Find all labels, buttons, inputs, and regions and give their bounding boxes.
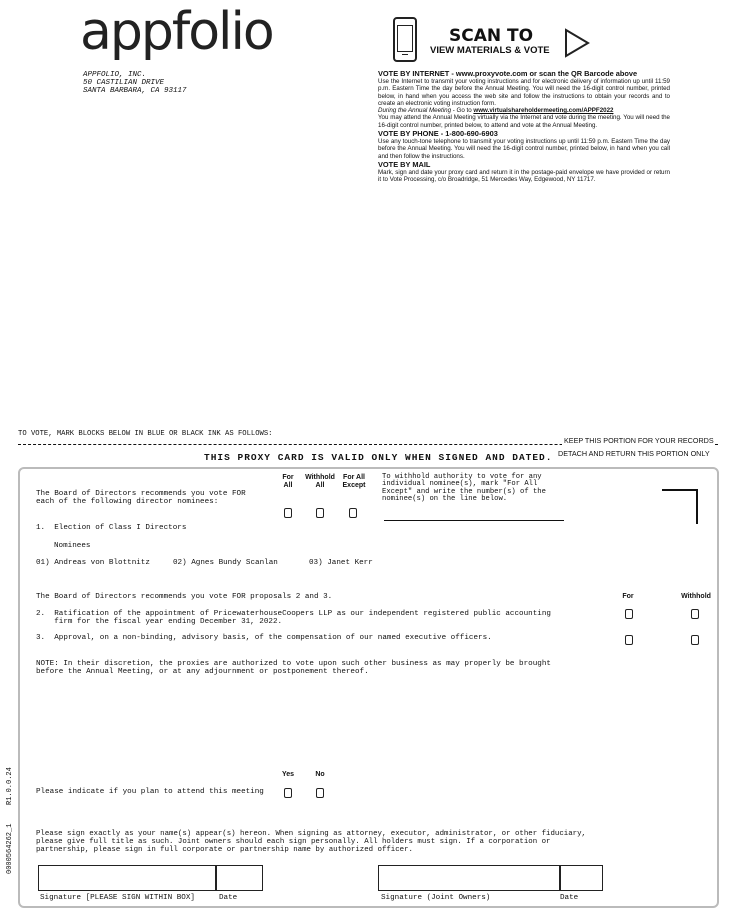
nominee-02: 02) Agnes Bundy Scanlan <box>173 559 278 567</box>
during-meeting-detail: You may attend the Annual Meeting virtually via the Internet and vote during the meeting. You will need the 16-digit control number, printed below, to attend and vote at the Annual Meeting. <box>378 114 670 129</box>
item-1-label: 1. Election of Class I Directors <box>36 524 187 532</box>
nominee-number-line[interactable] <box>384 520 564 521</box>
phone-icon <box>393 17 417 62</box>
registration-mark <box>662 489 698 524</box>
col-for-all: For All <box>282 474 294 489</box>
detach-label: DETACH AND RETURN THIS PORTION ONLY <box>558 449 710 458</box>
document-code: 0000564262_1 <box>6 823 14 874</box>
col-yes: Yes <box>281 771 295 778</box>
vote-internet-heading: VOTE BY INTERNET - www.proxyvote.com or scan the QR Barcode above <box>378 69 638 78</box>
withhold-authority-text: To withhold authority to vote for any individual nominee(s), mark "For All Except" and write the number(s) of the nominee(s) on the line below. <box>382 473 546 504</box>
vote-mail-text: Mark, sign and date your proxy card and return it in the postage-paid envelope we have provided or return it to Vote Processing, c/o Broadridge, 51 Mercedes Way, Edgewood, NY 11717. <box>378 168 670 184</box>
item-2-for-checkbox[interactable] <box>625 609 633 619</box>
col-for-all-except: For All Except <box>342 474 366 489</box>
for-all-except-checkbox[interactable] <box>349 508 357 518</box>
mark-instructions: TO VOTE, MARK BLOCKS BELOW IN BLUE OR BLACK INK AS FOLLOWS: <box>18 430 273 438</box>
item-3-for-checkbox[interactable] <box>625 635 633 645</box>
vote-phone-text: Use any touch-tone telephone to transmit your voting instructions up until 11:59 p.m. Eastern Time the day before the Annual Meeting. You will need the 16-digit control number, printed below, in hand when you call and then follow the instructions. <box>378 138 670 160</box>
nominee-01: 01) Andreas von Blottnitz <box>36 559 150 567</box>
vote-internet-text: Use the Internet to transmit your voting instructions and for electronic delivery of information up until 11:59 p.m. Eastern Time the day before the Annual Meeting. You will need the 16-digit control number, printed below, in hand when you access the web site and follow the instructions to obtain your records and to create an electronic voting instruction form. <box>378 78 670 107</box>
attend-question: Please indicate if you plan to attend this meeting <box>36 788 264 796</box>
signature-date-box[interactable] <box>216 865 263 891</box>
keep-portion-label: KEEP THIS PORTION FOR YOUR RECORDS <box>564 436 714 445</box>
sign-instructions: Please sign exactly as your name(s) appear(s) hereon. When signing as attorney, executor, administrator, or other fiduciary, please give full title as such. Joint owners should each sign personally. All holders must sign. If a corporation or partnership, please sign in full corporate or partnership name by authorized officer. <box>36 830 586 854</box>
board-rec-proposals: The Board of Directors recommends you vote FOR proposals 2 and 3. <box>36 593 333 601</box>
for-all-checkbox[interactable] <box>284 508 292 518</box>
voting-instructions <box>378 69 670 184</box>
withhold-all-checkbox[interactable] <box>316 508 324 518</box>
company-address: APPFOLIO, INC. 50 CASTILIAN DRIVE SANTA BARBARA, CA 93117 <box>83 71 187 95</box>
attend-yes-checkbox[interactable] <box>284 788 292 798</box>
col-withhold: Withhold <box>681 593 711 600</box>
virtual-meeting-link[interactable]: www.virtualshareholdermeeting.com/APPF2022 <box>473 107 614 115</box>
item-2-label: 2. Ratification of the appointment of PricewaterhouseCoopers LLP as our independent registered public accounting firm for the fiscal year ending December 31, 2022. <box>36 610 551 626</box>
attend-no-checkbox[interactable] <box>316 788 324 798</box>
col-withhold-all: Withhold All <box>305 474 335 489</box>
item-3-label: 3. Approval, on a non-binding, advisory basis, of the compensation of our named executive officers. <box>36 634 492 642</box>
signature-box[interactable] <box>38 865 216 891</box>
col-no: No <box>315 771 325 778</box>
item-2-withhold-checkbox[interactable] <box>691 609 699 619</box>
joint-date-box[interactable] <box>560 865 603 891</box>
nominee-03: 03) Janet Kerr <box>309 559 373 567</box>
board-rec-directors: The Board of Directors recommends you vote FOR each of the following director nominees: <box>36 490 246 506</box>
joint-date-label: Date <box>560 894 579 902</box>
vote-mail-heading: VOTE BY MAIL <box>378 159 431 169</box>
scan-subtitle: VIEW MATERIALS & VOTE <box>430 45 550 56</box>
joint-signature-box[interactable] <box>378 865 560 891</box>
nominees-label: Nominees <box>54 542 91 550</box>
col-for: For <box>622 593 634 600</box>
joint-signature-label: Signature (Joint Owners) <box>381 894 491 902</box>
signature-label: Signature [PLEASE SIGN WITHIN BOX] <box>40 894 195 902</box>
vote-phone-heading: VOTE BY PHONE - 1-800-690-6903 <box>378 129 498 139</box>
scan-title: SCAN TO <box>449 26 534 46</box>
play-triangle-icon <box>564 28 592 58</box>
date-label: Date <box>219 894 238 902</box>
item-3-withhold-checkbox[interactable] <box>691 635 699 645</box>
during-meeting-text: During the Annual Meeting - Go to www.virtualshareholdermeeting.com/APPF2022 <box>378 107 614 115</box>
note-text: NOTE: In their discretion, the proxies are authorized to vote upon such other business as may properly be brought before the Annual Meeting, or at any adjournment or postponement thereof. <box>36 660 551 676</box>
revision-code: R1.0.0.24 <box>6 767 14 805</box>
valid-notice: THIS PROXY CARD IS VALID ONLY WHEN SIGNED AND DATED. <box>204 452 553 463</box>
appfolio-logo: appfolio <box>80 2 273 62</box>
